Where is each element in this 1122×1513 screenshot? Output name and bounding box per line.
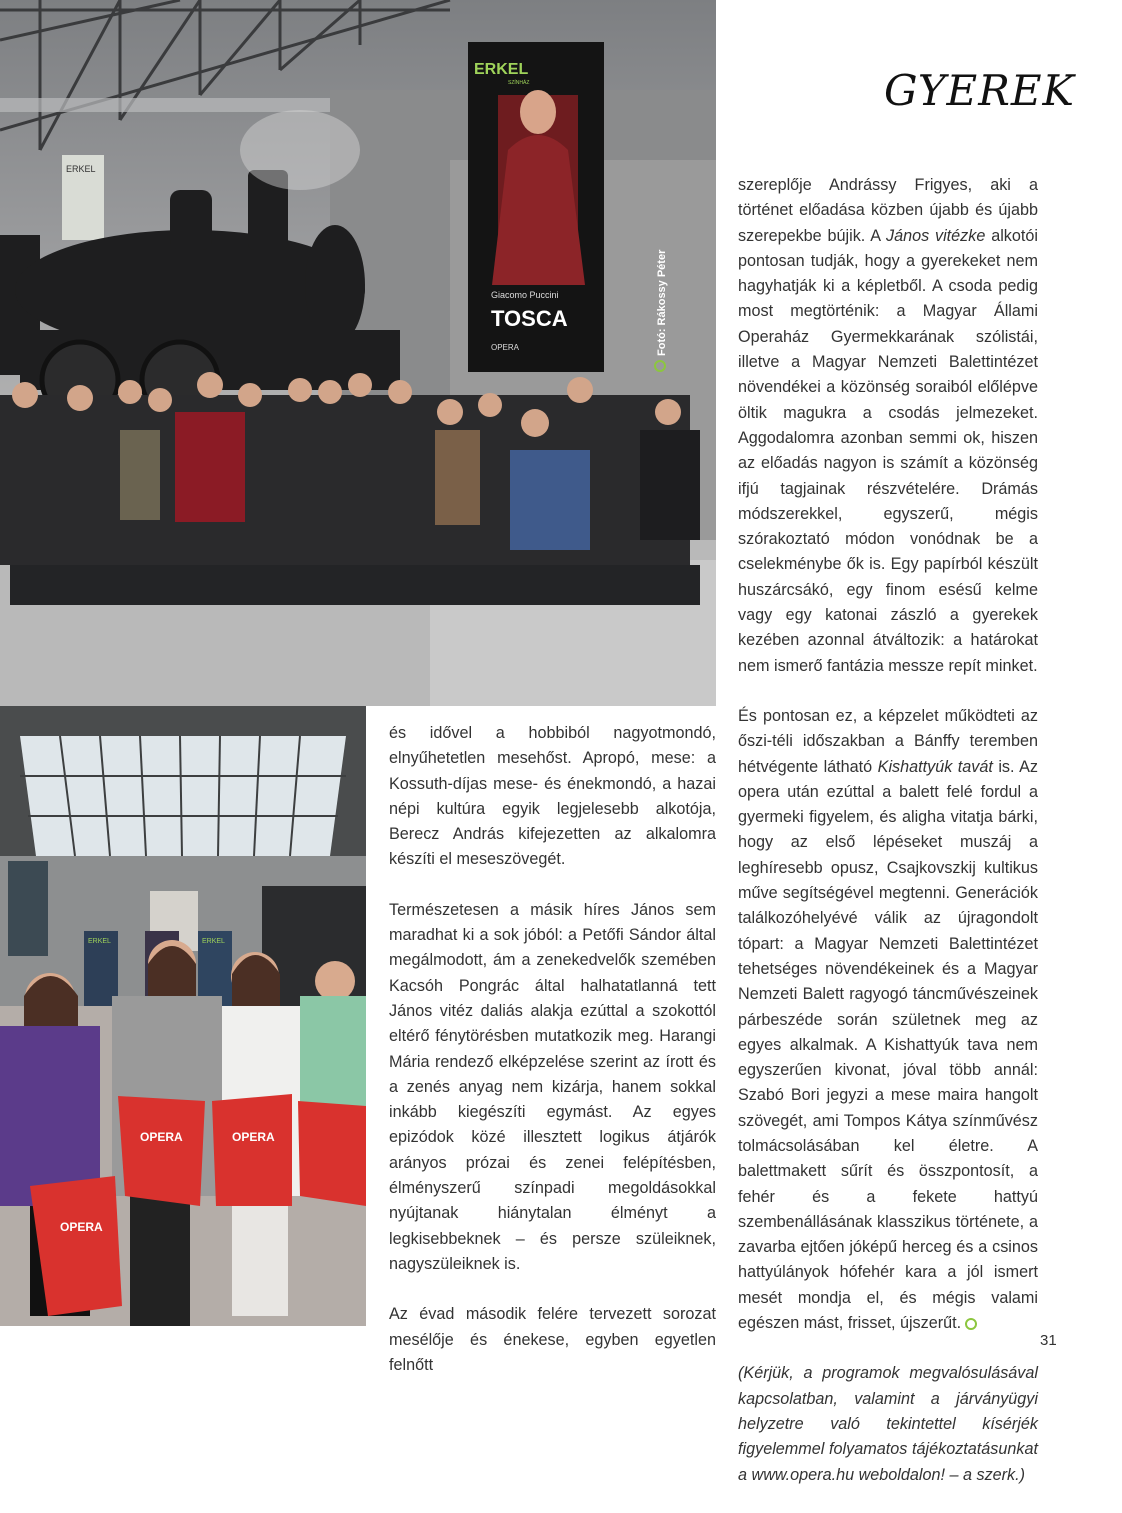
article-column-right xyxy=(738,173,1038,1513)
side-banner xyxy=(8,861,48,956)
student-group xyxy=(0,372,700,605)
text-span: szereplője Andrássy Frigyes, aki a történet előadása közben újabb és újabb szerepekbe bújik. A xyxy=(738,176,1038,245)
paragraph-janos-vitez: Természetesen a másik híres János sem maradhat ki a sok jóból: a Petőfi Sándor által megálmodott, ám a zenekedvelők szemében Kacsóh Pongrác által halhatatlanná tett János vitéz daliás alakja ezúttal a szokottól eltérő fénytörésben mutatkozik meg. Harangi Mária rendező elképzelése szerint az írott és a zenés anyag nem kizárja, hanem sokkal inkább kiegészíti egymást. Az egyes epizódok közé illesztett logikus átjárók arányos prózai és zenei felépítésben, élményszerű színpadi megoldásokkal nyújtanak hiánytalan élményt a legkisebbeknek – és persze szüleiknek, nagyszüleiknek is. xyxy=(389,900,716,1273)
poster-brand: ERKEL xyxy=(474,61,529,78)
editorial-note: (Kérjük, a programok megvalósulásával kapcsolatban, valamint a járványügyi helyzetre való tekintettel kísérjék figyelemmel folyamatos tájékoztatásunkat a www.opera.hu weboldalon! – a szerk.) xyxy=(738,1364,1038,1484)
title-janos-vitezke: János vitézke xyxy=(885,226,986,245)
photo-girls-with-bags xyxy=(0,706,366,1326)
poster-composer: Giacomo Puccini xyxy=(491,290,559,300)
photo-train-hall-group xyxy=(0,0,716,706)
text-span: És pontosan ez, a képzelet működteti az őszi-téli időszakban a Bánffy teremben hétvégente látható xyxy=(738,706,1038,776)
paragraph-andrassy xyxy=(738,173,1038,679)
page-number: 31 xyxy=(1040,1332,1057,1349)
bag-logo-3: OPERA xyxy=(60,1220,103,1234)
photo-top-illustration xyxy=(0,0,716,706)
banner-brand-2: ERKEL xyxy=(202,938,225,945)
poster-title: TOSCA xyxy=(491,306,568,331)
bag-logo: OPERA xyxy=(140,1130,183,1144)
section-title: GYEREK xyxy=(884,66,1075,115)
photo-credit: Fotó: Rákossy Péter xyxy=(656,249,668,356)
article-end-mark-icon xyxy=(965,1318,977,1330)
paragraph-berecz: és idővel a hobbiból nagyotmondó, elnyűhetetlen mesehőst. Apropó, mese: a Kossuth-díjas mese- és énekmondó, a hazai népi kultúra egyik legjelesebb alkotója, Berecz András kifejezetten az alkalomra készíti el meseszövegét. xyxy=(389,724,716,869)
photo-bottom-illustration xyxy=(0,706,366,1326)
text-span: is. Az opera után ezúttal a balett felé fordul a gyermeki figyelem, és aligha vitatja bárki, hogy az első lépéseket muszáj a leghíresebb opusz, Csajkovszkij kultikus műve segítségével megtenni. Generációk találkozóhelyévé válik az újragondolt tópart: a Magyar Nemzeti Balettintézet tehetséges növendékeinek és a Magyar Nemzeti Balett ragyogó táncművészeinek párbeszéde során születnek meg az egyes alkalmak. A Kishattyúk tava nem egyszerűen kivonat, jóval több annál: Szabó Bori jegyzi a mese maira hangolt szövegét, ami Tompos Kátya színművész tolmácsolásában kel életre. A balettmakett sűrít és összpontosít, a fehér és a fekete hattyú szembenállásának klasszikus története, a zavarba ejtően jóképű herceg és a csinos hattyúlányok hófehér kara a jól ismert mesét mondja el, és mégis valami egészen mást, frisset, újszerűt. xyxy=(738,757,1038,1333)
poster-logo: OPERA xyxy=(491,343,520,352)
left-banner-brand: ERKEL xyxy=(66,164,96,174)
title-kishattyuk-tava: Kishattyúk tavát xyxy=(877,757,993,776)
article-column-middle xyxy=(389,721,716,1403)
paragraph-narrator: Az évad második felére tervezett sorozat mesélője és énekese, egyben egyetlen felnőtt xyxy=(389,1305,716,1374)
text-span: alkotói pontosan tudják, hogy a gyerekeket nem hagyhatják ki a képletből. A csoda pedig most megtörténik: a Magyar Állami Operaház Gyermekkarának szólistái, illetve a Magyar Nemzeti Balettintézet növendékei a közönség soraiból előlépve öltik magukra a csodás jelmezeket. Aggodalomra azonban semmi ok, hiszen az előadás nagyon is számít a közönség ifjú tagjainak részvételére. Drámás módszerekkel, egyszerű, mégis szórakoztató módon vonódnak be a cselekménybe ők is. Egy papírból készült huszárcsákó, egy finom esésű kelme vagy egy katonai zászló a gyerekek kezében azonnal átváltozik: a határokat nem ismerő fantázia messze repít minket. xyxy=(738,226,1038,675)
bag-logo-2: OPERA xyxy=(232,1130,275,1144)
paragraph-kishattyuk xyxy=(738,704,1038,1336)
banner-brand-1: ERKEL xyxy=(88,938,111,945)
poster-brand-sub: SZÍNHÁZ xyxy=(508,80,530,86)
